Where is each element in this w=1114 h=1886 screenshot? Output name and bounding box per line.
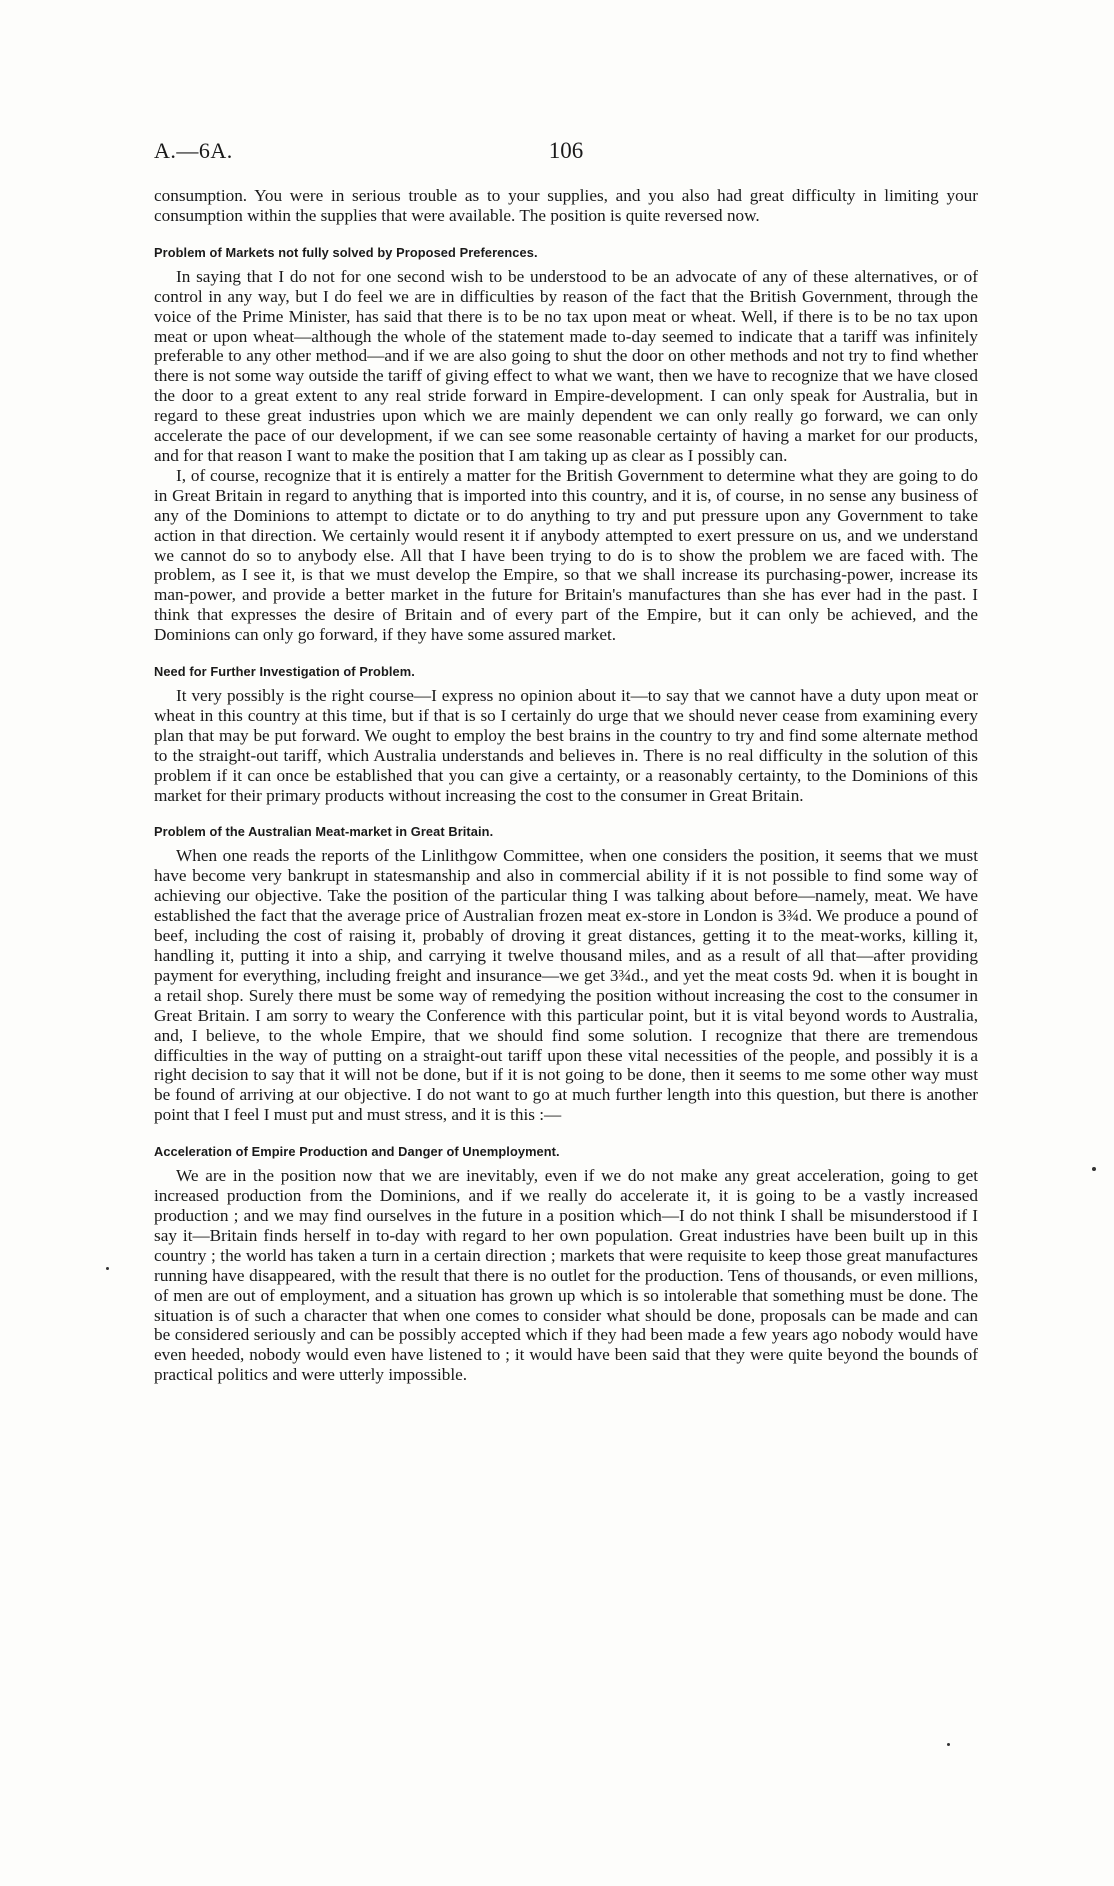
margin-mark (106, 1267, 109, 1270)
section-heading-investigation: Need for Further Investigation of Problem. (154, 664, 415, 680)
section-heading-meat-market: Problem of the Australian Meat-market in Great Britain. (154, 824, 494, 840)
document-body (154, 186, 978, 1385)
paragraph: In saying that I do not for one second wish to be understood to be an advocate of any of these alternatives, or of control in any way, but I do feel we are in difficulties by reason of the fact that the British Government, through the voice of the Prime Minister, has said that there is to be no tax upon meat or wheat. Well, if there is to be no tax upon meat or upon wheat—although the whole of the statement made to-day seemed to indicate that a tariff was infinitely preferable to any other method—and if we are also going to shut the door on other methods and not try to find whether there is not some way outside the tariff of giving effect to what we want, then we have to recognize that we have closed the door to a great extent to any real stride forward in Empire-development. I can only speak for Australia, but in regard to these great industries upon which we are mainly dependent we can only really go forward, we can only accelerate the pace of our development, if we can see some reasonable certainty of having a market for our products, and for that reason I want to make the position that I am taking up as clear as I possibly can. (154, 266, 978, 465)
section-heading-markets: Problem of Markets not fully solved by Proposed Preferences. (154, 244, 538, 260)
opening-paragraph: consumption. You were in serious trouble as to your supplies, and you also had great difficulty in limiting your consumption within the supplies that were available. The position is quite reversed now. (154, 186, 978, 225)
paragraph: We are in the position now that we are inevitably, even if we do not make any great acceleration, going to get increased production from the Dominions, and if we really do accelerate it, it is going to be a vastly increased production ; and we may find ourselves in the future in a position which—I do not think I shall be misunderstood if I say it—Britain finds herself in to-day with regard to her own population. Great industries have been built up in this country ; the world has taken a turn in a certain direction ; markets that were requisite to keep those great manufactures running have disappeared, with the result that there is no outlet for the production. Tens of thousands, or even millions, of men are out of employment, and a situation has grown up which is so intolerable that something must be done. The situation is of such a character that when one comes to consider what should be done, proposals can be made and can be considered seriously and can be possibly accepted which if they had been made a few years ago nobody would have even heeded, nobody would even have listened to ; it would have been said that they were quite beyond the bounds of practical politics and were utterly impossible. (154, 1166, 978, 1385)
paragraph: I, of course, recognize that it is entirely a matter for the British Government to determine what they are going to do in Great Britain in regard to anything that is imported into this country, and it is, of course, in no sense any business of any of the Dominions to attempt to dictate or to do anything to try and put pressure upon any Government to take action in that direction. We certainly would resent it if anybody attempted to exert pressure on us, and we understand we cannot do so to anybody else. All that I have been trying to do is to show the problem we are faced with. The problem, as I see it, is that we must develop the Empire, so that we shall increase its purchasing-power, increase its man-power, and provide a better market in the future for Britain's manufactures than she has ever had in the past. I think that expresses the desire of Britain and of every part of the Empire, but it can only be achieved, and the Dominions can only go forward, if they have some assured market. (154, 465, 978, 645)
page-header (154, 138, 978, 168)
paragraph: It very possibly is the right course—I express no opinion about it—to say that we cannot have a duty upon meat or wheat in this country at this time, but if that is so I certainly do urge that we should never cease from examining every plan that may be put forward. We ought to employ the best brains in the country to try and find some alternate method to the straight-out tariff, which Australia understands and believes in. There is no real difficulty in the solution of this problem if it can once be established that you can give a certainty, or a reasonably certainty, to the Dominions of this market for their primary products without increasing the cost to the consumer in Great Britain. (154, 686, 978, 805)
document-reference: A.—6A. (154, 138, 233, 163)
paragraph: When one reads the reports of the Linlithgow Committee, when one considers the position, it seems that we must have become very bankrupt in statesmanship and also in commercial ability if it is not possible to find some way of achieving our objective. Take the position of the particular thing I was talking about before—namely, meat. We have established the fact that the average price of Australian frozen meat ex-store in London is 3¾d. We produce a pound of beef, including the cost of raising it, probably of droving it great distances, getting it to the meat-works, killing it, handling it, putting it into a ship, and carrying it twelve thousand miles, and as a result of all that—after providing payment for everything, including freight and insurance—we get 3¾d., and yet the meat costs 9d. when it is bought in a retail shop. Surely there must be some way of remedying the position without increasing the cost to the consumer in Great Britain. I am sorry to weary the Conference with this particular point, but it is vital beyond words to Australia, and, I believe, to the whole Empire, that we should find some solution. I recognize that there are tremendous difficulties in the way of putting on a straight-out tariff upon these vital necessities of the people, and possibly it is a right decision to say that it will not be done, but if it is not going to be done, then it seems to me some other way must be found of arriving at our objective. I do not want to go at much further length into this question, but there is another point that I feel I must put and must stress, and it is this :— (154, 846, 978, 1125)
margin-mark (947, 1743, 950, 1746)
section-heading-unemployment: Acceleration of Empire Production and Danger of Unemployment. (154, 1144, 560, 1160)
page-number: 106 (548, 138, 584, 163)
margin-mark (1092, 1167, 1096, 1171)
